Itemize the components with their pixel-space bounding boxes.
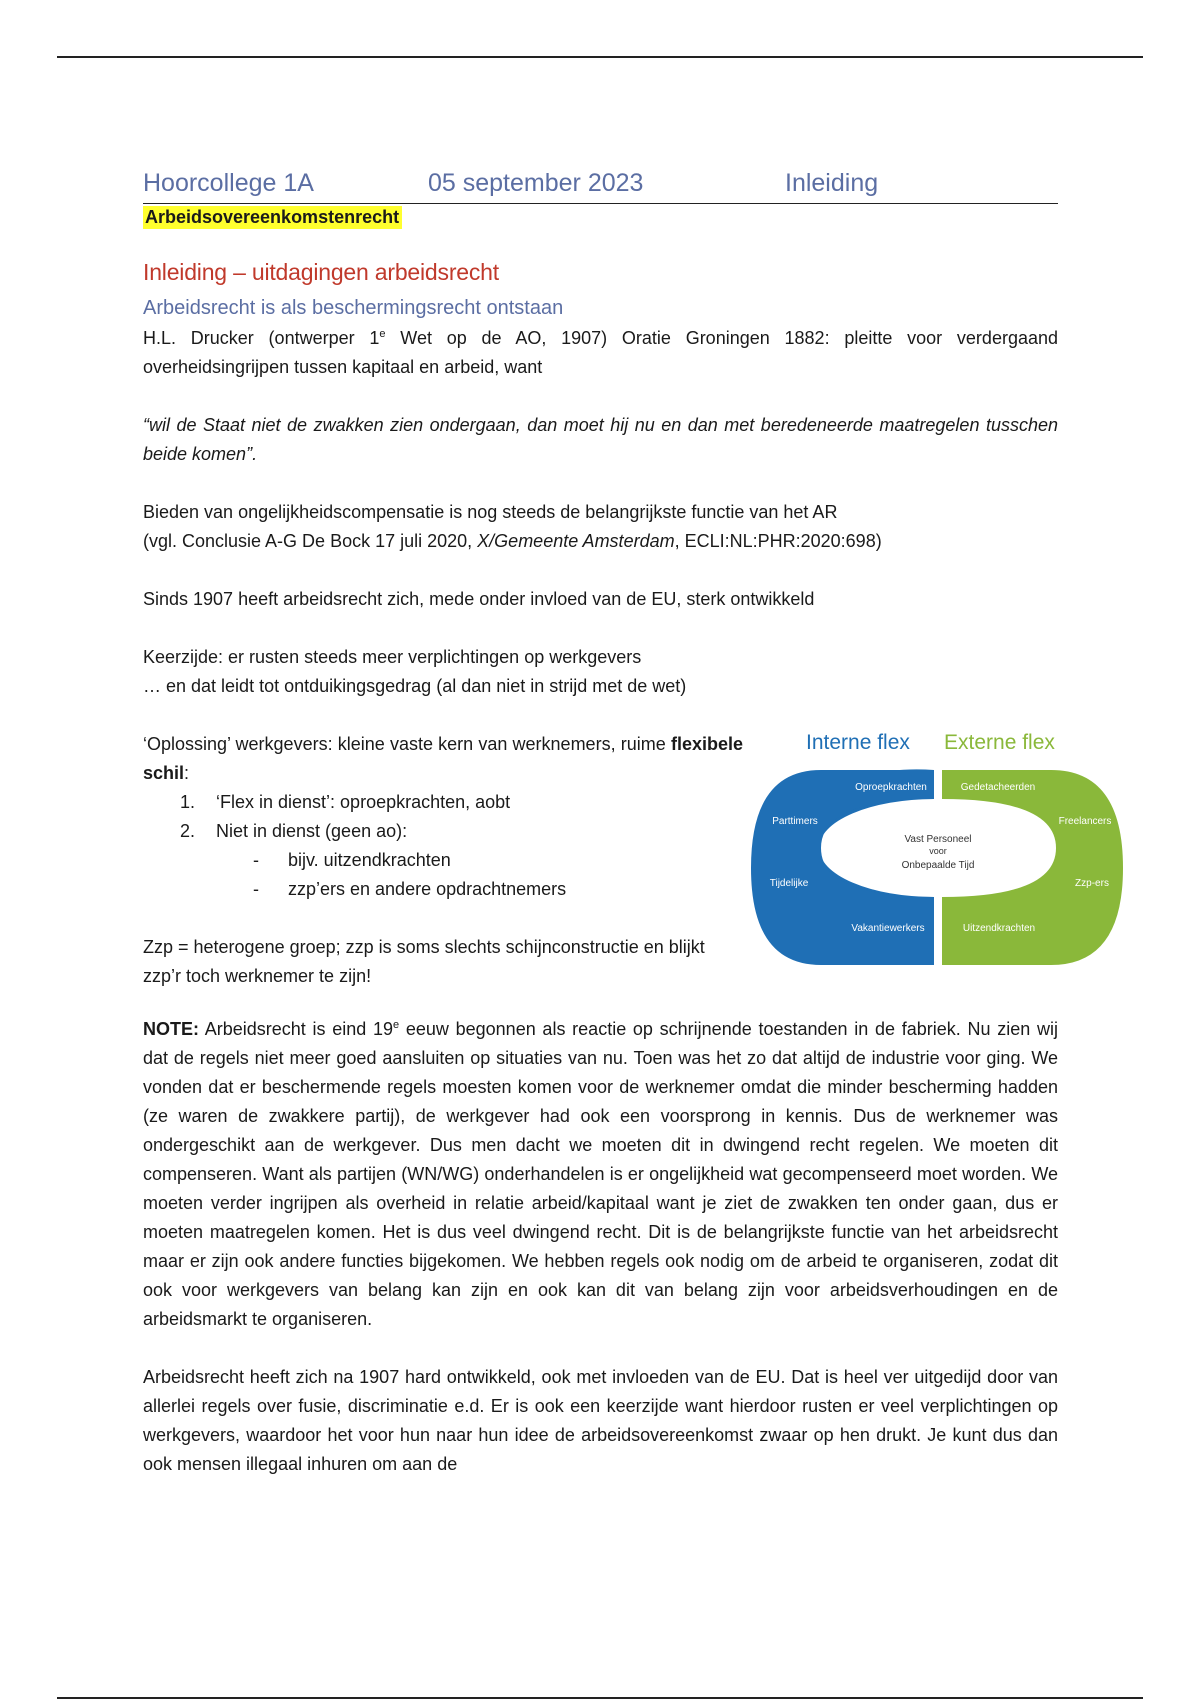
reverse-side-paragraph: Keerzijde: er rusten steeds meer verplichtingen op werkgevers … en dat leidt tot ontduikingsgedrag (al dan niet in strijd met de wet)	[143, 647, 687, 696]
ring-label: Vakantiewerkers	[851, 923, 925, 934]
ring-label: Uitzendkrachten	[962, 923, 1036, 934]
flex-section	[143, 730, 1112, 986]
center-label: voor	[929, 846, 947, 856]
flex-list	[143, 788, 743, 846]
compensation-paragraph: Bieden van ongelijkheidscompensatie is nog steeds de belangrijkste functie van het AR (vgl. Conclusie A-G De Bock 17 juli 2020, X/Gemeente Amsterdam, ECLI:NL:PHR:2020:698)	[143, 502, 882, 551]
section-heading: Inleiding – uitdagingen arbeidsrecht	[143, 259, 499, 285]
header-course: Hoorcollege 1A	[143, 169, 314, 197]
ring-label: Gedetacheerden	[960, 782, 1036, 793]
ring-label: Tijdelijke	[769, 878, 809, 889]
flex-intro: ‘Oplossing’ werkgevers: kleine vaste kern van werknemers, ruime flexibele schil:	[143, 734, 743, 783]
document-header	[143, 165, 1058, 204]
subsection-heading: Arbeidsrecht is als beschermingsrecht ontstaan	[143, 297, 564, 319]
flex-ring-svg	[751, 730, 1123, 965]
drucker-quote: “wil de Staat niet de zwakken zien ondergaan, dan moet hij nu en dan met beredeneerde maatregelen tusschen beide komen”.	[143, 415, 1058, 464]
list-item: - zzp’ers en andere opdrachtnemers	[253, 879, 567, 899]
center-label: Vast Personeel	[904, 834, 972, 845]
flex-sublist	[143, 846, 743, 904]
ring-label: Zzp-ers	[1075, 878, 1109, 889]
bottom-rule	[57, 1697, 1143, 1699]
center-label: Onbepaalde Tijd	[901, 860, 975, 871]
header-topic: Inleiding	[785, 169, 879, 197]
list-item: - bijv. uitzendkrachten	[253, 850, 451, 870]
final-paragraph: Arbeidsrecht heeft zich na 1907 hard ontwikkeld, ook met invloeden van de EU. Dat is heel ver uitgedijd door van allerlei regels over fusie, discriminatie e.d. Er is ook een keerzijde want hierdoor rusten er veel verplichtingen op werkgevers, waardoor het voor hun naar hun idee de arbeidsovereenkomst zwaar op hen drukt. Je kunt dus dan ook mensen illegaal inhuren om aan de	[143, 1367, 1058, 1474]
header-date: 05 september 2023	[428, 169, 644, 197]
since-1907-paragraph: Sinds 1907 heeft arbeidsrecht zich, mede onder invloed van de EU, sterk ontwikkeld	[143, 589, 815, 609]
ring-label: Freelancers	[1058, 816, 1112, 827]
document-page	[143, 165, 1112, 1479]
external-flex-title: Externe flex	[944, 731, 1055, 754]
ring-label: Parttimers	[772, 816, 818, 827]
top-rule	[57, 56, 1143, 58]
drucker-paragraph: H.L. Drucker (ontwerper 1e Wet op de AO, 1907) Oratie Groningen 1882: pleitte voor verdergaand overheidsingrijpen tussen kapitaal en arbeid, want	[143, 328, 1058, 377]
ring-label: Oproepkrachten	[855, 782, 927, 793]
list-item: 2. Niet in dienst (geen ao):	[180, 821, 408, 841]
highlighted-subject: Arbeidsovereenkomstenrecht	[143, 206, 402, 229]
flex-diagram	[751, 730, 1123, 965]
note-paragraph: NOTE: Arbeidsrecht is eind 19e eeuw begonnen als reactie op schrijnende toestanden in de fabriek. Nu zien wij dat de regels niet meer goed aansluiten op situaties van nu. Toen was het zo dat altijd de industrie voor ging. We vonden dat er beschermende regels moesten komen voor de werknemer omdat die minder bescherming hadden (ze waren de zwakkere partij), de werkgever had ook een voorsprong in kennis. Dus de werknemer was ondergeschikt aan de werkgever. Dus men dacht we moeten dit in dwingend recht regelen. We moeten dit compenseren. Want als partijen (WN/WG) onderhandelen is er ongelijkheid wat gecompenseerd moet worden. We moeten verder ingrijpen als overheid in relatie arbeid/kapitaal want je ziet de zwakken ten onder gaan, dus er moeten maatregelen komen. Het is dus veel dwingend recht. Dit is de belangrijkste functie van het arbeidsrecht maar er zijn ook andere functies bijgekomen. We hebben regels ook nodig om de arbeid te organiseren, zodat dit ook voor werkgevers van belang kan zijn en ook kan dit van belang zijn voor arbeidsverhoudingen en de arbeidsmarkt te organiseren.	[143, 1019, 1058, 1329]
list-item: 1. ‘Flex in dienst’: oproepkrachten, aobt	[180, 792, 511, 812]
zzp-paragraph: Zzp = heterogene groep; zzp is soms slechts schijnconstructie en blijkt zzp’r toch werknemer te zijn!	[143, 937, 705, 986]
internal-flex-title: Interne flex	[806, 731, 910, 754]
